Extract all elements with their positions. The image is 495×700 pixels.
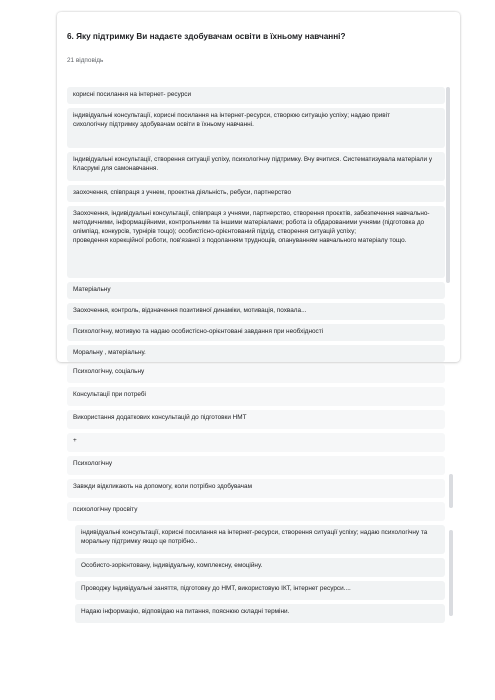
response-item: корисні посилання на інтернет- ресурси [67, 87, 445, 104]
response-item: Матеріальну [67, 282, 445, 299]
question-card [57, 12, 460, 362]
response-item: Надаю інформацію, відповідаю на питання, пояснюю складні терміни. [75, 604, 445, 623]
response-item: Індивідуальні консультації, створення ситуації успіху, психологічну підтримку. Вчу вчитися. Систематизувала матеріали у Класрумі для самонавчання. [67, 152, 445, 181]
response-item: психологічну просвіту [67, 502, 445, 521]
response-item: Консультації при потребі [67, 387, 445, 406]
responses-list [67, 87, 445, 362]
response-item: + [67, 433, 445, 452]
response-item: індивідуальні консультації, корисні посилання на інтернет-ресурси, створюю ситуацію успіху; надаю привіт сихологічну підтримку здобувачам освіти в їхньому навчанні. [67, 108, 445, 148]
responses-scrollbar[interactable] [449, 530, 453, 616]
response-item: Завжди відкликають на допомогу, коли потрібно здобувачам [67, 479, 445, 498]
response-item: Психологічну, мотивую та надаю особистісно-орієнтовані завдання при необхідності [67, 324, 445, 341]
response-item: заохочення, співпраця з учнем, проектна діяльність, ребуси, партнерство [67, 185, 445, 202]
response-item: Заохочення, контроль, відзначення позитивної динаміки, мотивація, похвала... [67, 303, 445, 320]
responses-continued [57, 362, 460, 677]
responses-list-continued [67, 364, 445, 525]
response-item: Використання додаткових консультацій до підготовки НМТ [67, 410, 445, 429]
question-title: 6. Яку підтримку Ви надаєте здобувачам освіти в їхньому навчанні? [67, 32, 346, 41]
response-item: Заохочення, індивідуальні консультації, співпраця з учнями, партнерство, створення проєктів, забезпечення навчально-методичними, інформаційними, контрольними та іншими матеріалами; робота із обдарованими учнями (підготовка до олімпіад, конкурсів, турнірів тощо); особистісно-орієнтований підхід, створення ситуацій успіху; проведення корекційної роботи, пов'язаної з подоланням труднощів, опануванням навчального матеріалу тощо. [67, 206, 445, 278]
response-item: Моральну , матеріальну. [67, 345, 445, 362]
response-item: Психологічну [67, 456, 445, 475]
response-item: Особисто-зорієнтовану, індивідуальну, комплексну, емоційну. [75, 558, 445, 577]
response-item: Проводжу Індивідуальні заняття, підготовку до НМТ, використовую ІКТ, інтернет ресурси.... [75, 581, 445, 600]
responses-scrollbar[interactable] [449, 474, 453, 508]
response-item: Психологічну, соціальну [67, 364, 445, 383]
response-item: індивідуальні консультації, корисні посилання на інтернет-ресурси, створення ситуації успіху; надаю психологічну та моральну підтримку якщо це потрібно.. [75, 525, 445, 554]
responses-scrollbar[interactable] [446, 87, 450, 283]
responses-list-scrolled [75, 525, 445, 627]
response-count: 21 відповідь [67, 57, 104, 64]
